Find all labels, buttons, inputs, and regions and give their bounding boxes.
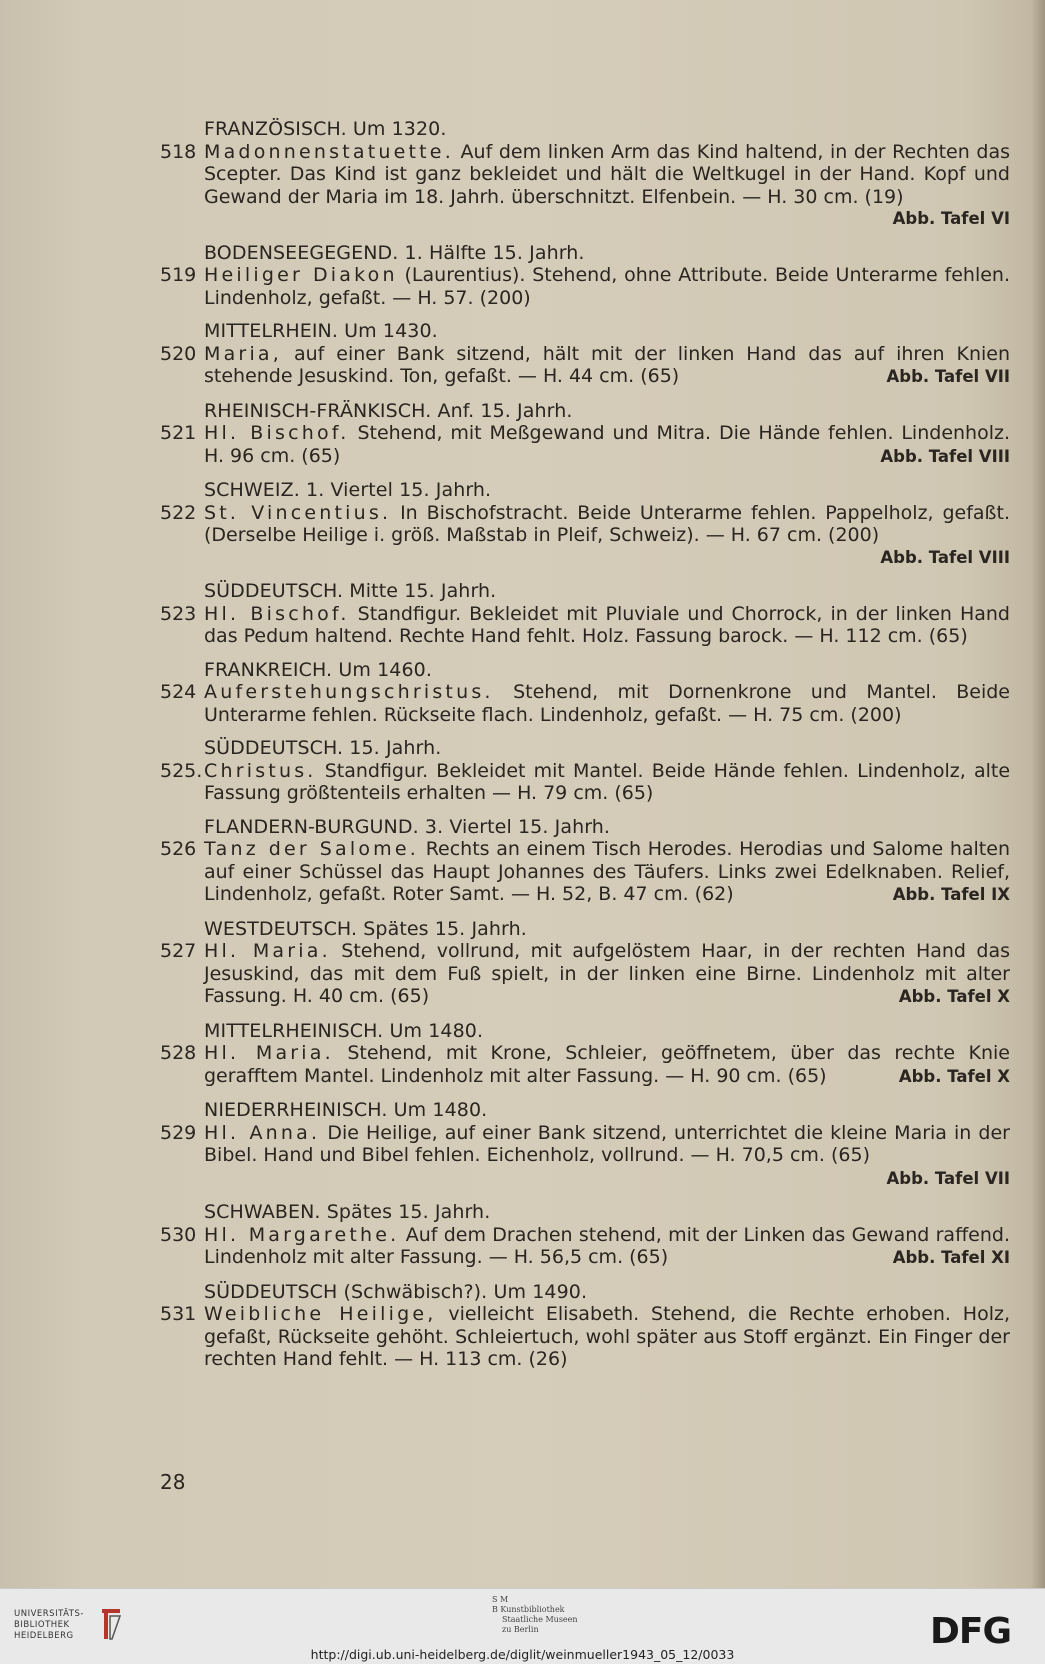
entry-text: [204, 502, 1010, 547]
plate-reference: Abb. Tafel XI: [892, 1248, 1010, 1267]
footer-bar: [0, 1588, 1045, 1664]
entry-heading: BODENSEEGEGEND. 1. Hälfte 15. Jahrh.: [204, 241, 585, 264]
entry-row: [160, 940, 1010, 1009]
entry-title: Madonnenstatuette.: [204, 140, 454, 163]
entry-number: 530: [160, 1223, 197, 1246]
entry-number: 526: [160, 838, 197, 860]
catalog-entry: [160, 918, 1010, 1009]
entry-title: Hl. Bischof.: [204, 422, 350, 444]
entry-row: [160, 264, 1010, 309]
entry-title: Maria,: [204, 342, 283, 365]
plate-reference-wrap: [893, 883, 1010, 907]
entry-title: Hl. Maria.: [204, 1042, 334, 1064]
stamp-line: Staatliche Museen: [502, 1615, 578, 1624]
dfg-logo-text: DFG: [930, 1611, 1012, 1651]
plate-reference: Abb. Tafel VII: [886, 1168, 1010, 1188]
entry-title: Hl. Margarethe.: [204, 1223, 400, 1246]
entry-text: [204, 1122, 1010, 1191]
entry-number: 523: [160, 602, 197, 625]
entry-number: 521: [160, 422, 197, 444]
entry-heading: SCHWABEN. Spätes 15. Jahrh.: [204, 1201, 491, 1223]
catalog-entry: [160, 659, 1010, 727]
entry-row: [160, 760, 1010, 805]
plate-reference-wrap: [887, 1167, 1010, 1191]
stamp-line: B Kunstbibliothek: [492, 1605, 565, 1614]
entry-number: 529: [160, 1121, 197, 1144]
entry-title: Hl. Maria.: [204, 940, 331, 962]
catalog-entry: [160, 242, 1010, 310]
entry-text: [204, 1224, 1010, 1270]
entry-heading: SÜDDEUTSCH. Mitte 15. Jahrh.: [204, 580, 497, 602]
entry-heading: RHEINISCH-FRÄNKISCH. Anf. 15. Jahrh.: [204, 399, 573, 422]
entry-title: Auferstehungschristus.: [204, 681, 494, 703]
entry-description: Stehend, vollrund, mit aufgelöstem Haar, in der rechten Hand das Jesuskind, das mit dem Fuß spielt, in der linken eine Birne. Lindenholz mit alter Fassung. H. 40 cm. (65): [204, 940, 1010, 1007]
entry-heading: MITTELRHEINISCH. Um 1480.: [204, 1019, 484, 1042]
catalog-entry: [160, 580, 1010, 648]
entry-description: Rechts an einem Tisch Herodes. Herodias und Salome halten auf einer Schüssel das Haupt Johannes des Täufers. Links zwei Edelknaben. Relief, Lindenholz, gefaßt. Roter Samt. — H. 52, B. 47 cm. (62): [204, 838, 1010, 905]
catalog-entry: [160, 118, 1010, 231]
entry-description: (Laurentius). Stehend, ohne Attribute. Beide Unterarme fehlen. Lindenholz, gefaßt. — H. 57. (200): [204, 264, 1011, 309]
catalog-entry: [160, 737, 1010, 805]
catalog-entries: [160, 118, 1010, 1382]
museum-stamp: [492, 1595, 578, 1635]
entry-heading: FLANDERN-BURGUND. 3. Viertel 15. Jahrh.: [204, 815, 611, 838]
plate-reference: Abb. Tafel VII: [886, 367, 1010, 386]
plate-reference-wrap: [899, 1065, 1010, 1089]
catalog-entry: [160, 816, 1010, 907]
catalog-entry: [160, 1281, 1010, 1371]
entry-text: [204, 603, 1010, 648]
entry-title: Heiliger Diakon: [204, 264, 398, 286]
entry-text: [204, 264, 1010, 309]
entry-title: Tanz der Salome.: [204, 838, 420, 860]
entry-description: Standfigur. Bekleidet mit Pluviale und Chorrock, in der linken Hand das Pedum haltend. Rechte Hand fehlt. Holz. Fassung barock. — H. 112 cm. (65): [204, 602, 1010, 647]
entry-description: Standfigur. Bekleidet mit Mantel. Beide Hände fehlen. Lindenholz, alte Fassung größtenteils erhalten — H. 79 cm. (65): [204, 759, 1011, 804]
entry-heading: FRANKREICH. Um 1460.: [204, 658, 432, 681]
stamp-line: zu Berlin: [502, 1625, 539, 1634]
entry-title: Christus.: [204, 759, 317, 782]
catalog-entry: [160, 479, 1010, 569]
entry-row: [160, 838, 1010, 907]
entry-row: [160, 1122, 1010, 1191]
library-line: HEIDELBERG: [14, 1631, 74, 1641]
entry-row: [160, 1224, 1010, 1270]
entry-description: Stehend, mit Dornenkrone und Mantel. Beide Unterarme fehlen. Rückseite flach. Lindenholz, gefaßt. — H. 75 cm. (200): [204, 681, 1010, 726]
entry-row: [160, 502, 1010, 547]
source-url-link[interactable]: http://digi.ub.uni-heidelberg.de/diglit/weinmueller1943_05_12/0033: [310, 1647, 735, 1662]
entry-heading: FRANZÖSISCH. Um 1320.: [204, 118, 447, 140]
entry-description: vielleicht Elisabeth. Stehend, die Rechte erhoben. Holz, gefaßt, Rückseite gehöht. Schleiertuch, wohl später aus Stoff ergänzt. Ein Finger der rechten Hand fehlt. — H. 113 cm. (26): [204, 1303, 1011, 1370]
entry-text: [204, 760, 1010, 805]
plate-reference-wrap: [880, 445, 1010, 469]
plate-reference: Abb. Tafel X: [898, 987, 1010, 1006]
entry-text: [204, 838, 1010, 907]
entry-row: [160, 603, 1010, 648]
entry-row: [160, 1303, 1010, 1371]
page-edge-shadow: [1031, 0, 1045, 1588]
entry-description: Stehend, mit Meßgewand und Mitra. Die Hände fehlen. Lindenholz. H. 96 cm. (65): [204, 422, 1011, 467]
entry-title: St. Vincentius.: [204, 501, 392, 524]
entry-number: 520: [160, 342, 197, 365]
plate-reference: Abb. Tafel VIII: [880, 446, 1010, 466]
entry-text: [204, 422, 1010, 468]
entry-number: 519: [160, 264, 197, 286]
plate-reference-wrap: [893, 1246, 1010, 1270]
catalog-entry: [160, 1201, 1010, 1270]
library-line: BIBLIOTHEK: [14, 1620, 70, 1630]
catalog-entry: [160, 400, 1010, 469]
entry-text: [204, 681, 1010, 726]
entry-row: [160, 343, 1010, 389]
entry-description: In Bischofstracht. Beide Unterarme fehlen. Pappelholz, gefaßt. (Derselbe Heilige i. größ. Maßstab in Pleif, Schweiz). — H. 67 cm. (200): [204, 501, 1010, 546]
entry-heading: MITTELRHEIN. Um 1430.: [204, 320, 438, 342]
entry-text: [204, 141, 1010, 209]
plate-reference-wrap: [887, 365, 1010, 389]
plate-reference: Abb. Tafel VIII: [880, 547, 1010, 567]
entry-number: 527: [160, 940, 197, 962]
catalog-entry: [160, 1099, 1010, 1190]
entry-row: [160, 1042, 1010, 1088]
entry-number: 522: [160, 501, 197, 524]
plate-reference: Abb. Tafel IX: [892, 885, 1010, 904]
entry-text: [204, 940, 1010, 1009]
entry-title: Weibliche Heilige,: [204, 1303, 437, 1325]
entry-row: [160, 141, 1010, 209]
entry-title: Hl. Bischof.: [204, 602, 350, 625]
dfg-logo[interactable]: [930, 1611, 1030, 1651]
entry-heading: WESTDEUTSCH. Spätes 15. Jahrh.: [204, 917, 527, 940]
entry-description: Stehend, mit Krone, Schleier, geöffnetem, über das rechte Knie gerafftem Mantel. Lindenholz mit alter Fassung. — H. 90 cm. (65): [204, 1042, 1010, 1087]
entry-heading: SÜDDEUTSCH (Schwäbisch?). Um 1490.: [204, 1280, 588, 1303]
stamp-line: S M: [492, 1595, 509, 1604]
entry-heading: SCHWEIZ. 1. Viertel 15. Jahrh.: [204, 479, 492, 501]
entry-row: [160, 422, 1010, 468]
entry-number: 518: [160, 140, 197, 163]
catalog-entry: [160, 1020, 1010, 1089]
entry-description: Auf dem linken Arm das Kind haltend, in der Rechten das Scepter. Das Kind ist ganz bekleidet und hält die Weltkugel in der Hand. Kopf und Gewand der Maria im 18. Jahrh. überschnitzt. Elfenbein. — H. 30 cm. (19): [204, 140, 1010, 208]
plate-reference-wrap: [899, 985, 1010, 1009]
entry-description: auf einer Bank sitzend, hält mit der linken Hand das auf ihren Knien stehende Jesuskind. Ton, gefaßt. — H. 44 cm. (65): [204, 342, 1010, 387]
entry-text: [204, 1303, 1010, 1371]
entry-description: Auf dem Drachen stehend, mit der Linken das Gewand raffend. Lindenholz mit alter Fassung. — H. 56,5 cm. (65): [204, 1223, 1010, 1268]
plate-reference: Abb. Tafel X: [898, 1066, 1010, 1086]
entry-text: [204, 343, 1010, 389]
entry-heading: NIEDERRHEINISCH. Um 1480.: [204, 1099, 488, 1121]
page-number: 28: [160, 1470, 186, 1494]
entry-title: Hl. Anna.: [204, 1121, 321, 1144]
library-mark-icon: [98, 1606, 124, 1642]
entry-number: 524: [160, 681, 197, 703]
library-line: UNIVERSITÄTS-: [14, 1609, 84, 1619]
entry-heading: SÜDDEUTSCH. 15. Jahrh.: [204, 737, 442, 759]
entry-description: Die Heilige, auf einer Bank sitzend, unterrichtet die kleine Maria in der Bibel. Hand und Bibel fehlen. Eichenholz, vollrund. — H. 70,5 cm. (65): [204, 1121, 1010, 1166]
entry-number: 531: [160, 1303, 197, 1325]
plate-reference: Abb. Tafel VI: [892, 209, 1010, 228]
entry-number: 528: [160, 1042, 197, 1064]
entry-number: 525.: [160, 759, 203, 782]
entry-row: [160, 681, 1010, 726]
entry-text: [204, 1042, 1010, 1088]
catalog-entry: [160, 320, 1010, 389]
